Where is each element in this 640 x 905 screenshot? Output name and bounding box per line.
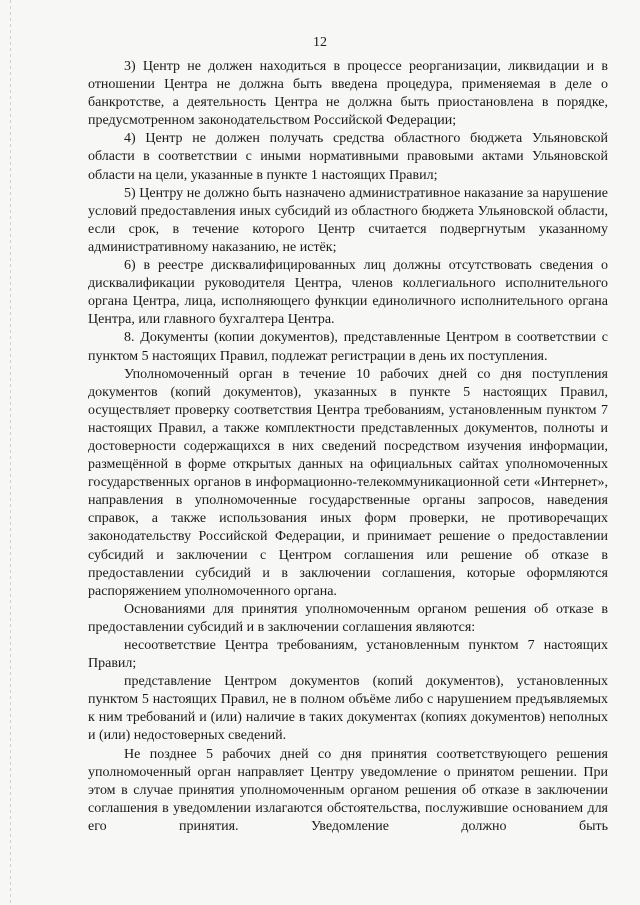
paragraph: 8. Документы (копии документов), представленные Центром в соответствии с пунктом 5 настоящих Правил, подлежат регистрации в день их поступления. — [88, 330, 608, 364]
document-body — [88, 58, 608, 836]
paragraph: 6) в реестре дисквалифицированных лиц должны отсутствовать сведения о дисквалификации руководителя Центра, членов коллегиального исполнительного органа Центра, лица, исполняющего функции единоличного исполнительного органа Центра, или главного бухгалтера Центра. — [88, 258, 608, 328]
page-number: 12 — [313, 35, 327, 50]
paragraph: 4) Центр не должен получать средства областного бюджета Ульяновской области в соответствии с иными нормативными правовыми актами Ульяновской области на цели, указанные в пункте 1 настоящих Правил; — [88, 131, 608, 183]
paragraph: Не позднее 5 рабочих дней со дня принятия соответствующего решения уполномоченный орган направляет Центру уведомление о принятом решении. При этом в случае принятия уполномоченным органом решения об отказе в заключении соглашения в уведомлении излагаются обстоятельства, послужившие основанием для его принятия. Уведомление должно быть — [88, 746, 608, 834]
paragraph: Уполномоченный орган в течение 10 рабочих дней со дня поступления документов (копий документов), указанных в пункте 5 настоящих Правил, осуществляет проверку соответствия Центра требованиям, установленным пунктом 7 настоящих Правил, а также комплектности представленных документов, полноты и достоверности содержащихся в них сведений посредством изучения информации, размещённой в форме открытых данных на официальных сайтах уполномоченных государственных органов в информационно-телекоммуникационной сети «Интернет», направления в уполномоченные государственные органы запросов, наведения справок, а также использования иных форм проверки, не противоречащих законодательству Российской Федерации, и принимает решение о предоставлении субсидий и заключении с Центром соглашения или решение об отказе в предоставлении субсидий и в заключении соглашения, которые оформляются распоряжением уполномоченного органа. — [88, 366, 608, 599]
paragraph: 3) Центр не должен находиться в процессе реорганизации, ликвидации и в отношении Центра не должна быть введена процедура, применяемая в деле о банкротстве, а деятельность Центра не должна быть приостановлена в порядке, предусмотренном законодательством Российской Федерации; — [88, 59, 608, 129]
paragraph: Основаниями для принятия уполномоченным органом решения об отказе в предоставлении субсидий и в заключении соглашения являются: — [88, 601, 608, 635]
paragraph: несоответствие Центра требованиям, установленным пунктом 7 настоящих Правил; — [88, 638, 608, 672]
paragraph: 5) Центру не должно быть назначено административное наказание за нарушение условий предоставления иных субсидий из областного бюджета Ульяновской области, если срок, в течение которого Центр считается подвергнутым указанному административному наказанию, не истёк; — [88, 185, 608, 255]
scan-edge-line — [10, 0, 11, 905]
paragraph: представление Центром документов (копий документов), установленных пунктом 5 настоящих Правил, не в полном объёме либо с нарушением предъявляемых к ним требований и (или) наличие в таких документах (копиях документов) неполных и (или) недостоверных сведений. — [88, 674, 608, 744]
